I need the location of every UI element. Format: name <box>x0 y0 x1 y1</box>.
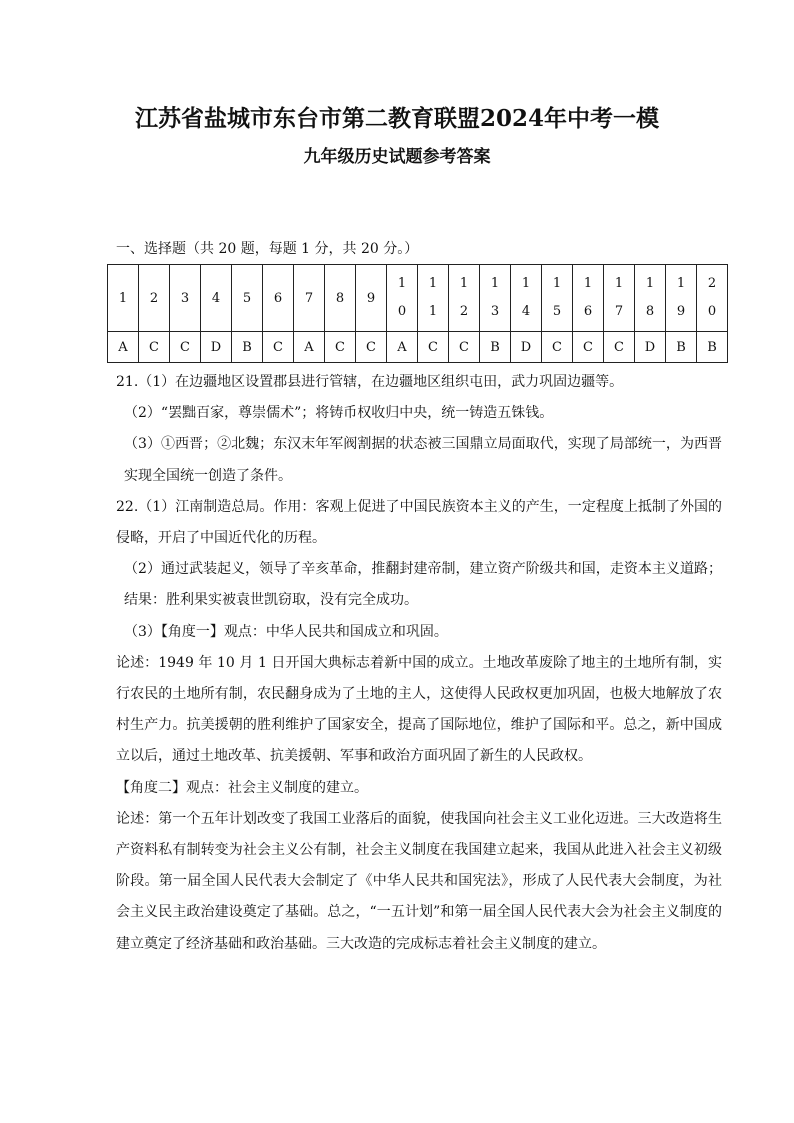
answer-letter: C <box>418 332 449 363</box>
question-number-split <box>573 265 604 332</box>
angle2-argument: 论述：第一个五年计划改变了我国工业落后的面貌，使我国向社会主义工业化迈进。三大改造将生产资料私有制转变为社会主义公有制，社会主义制度在我国建立起来，我国从此进入社会主义初级阶段。第一届全国人民代表大会制定了《中华人民共和国宪法》，形成了人民代表大会制度，为社会主义民主政治建设奠定了基础。总之，“一五计划”和第一届全国人民代表大会为社会主义制度的建立奠定了经济基础和政治基础。三大改造的完成标志着社会主义制度的建立。 <box>116 810 722 952</box>
question-number-digits <box>604 277 634 319</box>
question-number-digits <box>542 277 572 319</box>
question-number-split <box>666 265 697 332</box>
question-number-split <box>604 265 635 332</box>
answer-letter: B <box>480 332 511 363</box>
question-number-digit: 1 <box>614 276 624 291</box>
question-number-digits <box>511 277 541 319</box>
answer-letter: A <box>387 332 418 363</box>
answer-table <box>107 264 728 363</box>
question-number-digit: 0 <box>397 304 407 319</box>
answer-body <box>116 367 722 960</box>
answer-21-1: 21.（1）在边疆地区设置郡县进行管辖，在边疆地区组织屯田，武力巩固边疆等。 <box>116 374 624 390</box>
answer-letter: B <box>666 332 697 363</box>
question-number-digit: 6 <box>583 304 593 319</box>
question-number-split <box>387 265 418 332</box>
section-heading-choice: 一、选择题（共 20 题，每题 1 分，共 20 分。） <box>116 241 419 257</box>
answer-22-2: （2）通过武装起义，领导了辛亥革命，推翻封建帝制，建立资产阶级共和国，走资本主义道路；结果：胜利果实被袁世凯窃取，没有完全成功。 <box>124 561 722 609</box>
question-number-digits <box>480 277 510 319</box>
answer-letter-row <box>108 332 728 363</box>
question-number-digit: 7 <box>614 304 624 319</box>
answer-letter: B <box>697 332 728 363</box>
answer-letter: C <box>542 332 573 363</box>
question-number-digits <box>666 277 696 319</box>
answer-letter: C <box>263 332 294 363</box>
question-number-digit: 5 <box>552 304 562 319</box>
question-number-row <box>108 265 728 332</box>
question-number-digits <box>635 277 665 319</box>
angle1-argument: 论述：1949 年 10 月 1 日开国大典标志着新中国的成立。土地改革废除了地主的土地所有制，实行农民的土地所有制，农民翻身成为了土地的主人，这使得人民政权更加巩固，也极大地解放了农村生产力。抗美援朝的胜利维护了国家安全，提高了国际地位，维护了国际和平。总之，新中国成立以后，通过土地改革、抗美援朝、军事和政治方面巩固了新生的人民政权。 <box>116 654 722 765</box>
question-number-digit: 3 <box>490 304 500 319</box>
question-number-digit: 1 <box>459 276 469 291</box>
angle2-viewpoint: 【角度二】观点：社会主义制度的建立。 <box>116 779 368 796</box>
question-number-digit: 1 <box>428 304 438 319</box>
question-number-digit: 1 <box>490 276 500 291</box>
question-number: 9 <box>356 265 387 332</box>
question-number-split <box>480 265 511 332</box>
answer-letter: C <box>573 332 604 363</box>
question-number: 7 <box>294 265 325 332</box>
question-number: 1 <box>108 265 139 332</box>
question-number-digit: 2 <box>707 276 717 291</box>
answer-letter: D <box>635 332 666 363</box>
answer-letter: B <box>232 332 263 363</box>
answer-letter: C <box>356 332 387 363</box>
question-number: 3 <box>170 265 201 332</box>
answer-letter: C <box>325 332 356 363</box>
answer-21-3: （3）①西晋；②北魏；东汉末年军阀割据的状态被三国鼎立局面取代，实现了局部统一，为西晋实现全国统一创造了条件。 <box>124 436 722 484</box>
question-number-digit: 1 <box>676 276 686 291</box>
question-number: 8 <box>325 265 356 332</box>
question-number-digit: 1 <box>583 276 593 291</box>
question-number-digits <box>573 277 603 319</box>
question-number-digit: 1 <box>645 276 655 291</box>
question-number-digit: 1 <box>552 276 562 291</box>
answer-21-2: （2）“罢黜百家，尊崇儒术”；将铸币权收归中央，统一铸造五铢钱。 <box>124 405 554 422</box>
answer-letter: D <box>201 332 232 363</box>
question-number-digit: 2 <box>459 304 469 319</box>
answer-letter: A <box>108 332 139 363</box>
question-number-digits <box>418 277 448 319</box>
question-number-digit: 1 <box>521 276 531 291</box>
answer-letter: D <box>511 332 542 363</box>
question-number-digit: 1 <box>428 276 438 291</box>
answer-letter: C <box>604 332 635 363</box>
answer-letter: C <box>139 332 170 363</box>
question-number-split <box>511 265 542 332</box>
question-number: 2 <box>139 265 170 332</box>
question-number-split <box>697 265 728 332</box>
answer-letter: C <box>449 332 480 363</box>
question-number-digits <box>449 277 479 319</box>
question-number-split <box>418 265 449 332</box>
question-number: 6 <box>263 265 294 332</box>
question-number-digit: 0 <box>707 304 717 319</box>
question-number-split <box>635 265 666 332</box>
answer-22-3-angle1: （3）【角度一】观点：中华人民共和国成立和巩固。 <box>124 623 448 640</box>
document-title: 江苏省盐城市东台市第二教育联盟2024年中考一模 <box>134 105 659 132</box>
question-number-digit: 9 <box>676 304 686 319</box>
answer-letter: C <box>170 332 201 363</box>
document-subtitle: 九年级历史试题参考答案 <box>303 147 491 167</box>
question-number-digits <box>387 277 417 319</box>
question-number-digit: 1 <box>397 276 407 291</box>
question-number-split <box>449 265 480 332</box>
question-number-digit: 4 <box>521 304 531 319</box>
answer-22-1: 22.（1）江南制造总局。作用：客观上促进了中国民族资本主义的产生，一定程度上抵制了外国的侵略，开启了中国近代化的历程。 <box>116 498 722 547</box>
answer-letter: A <box>294 332 325 363</box>
question-number: 5 <box>232 265 263 332</box>
question-number: 4 <box>201 265 232 332</box>
question-number-split <box>542 265 573 332</box>
question-number-digits <box>697 277 727 319</box>
question-number-digit: 8 <box>645 304 655 319</box>
